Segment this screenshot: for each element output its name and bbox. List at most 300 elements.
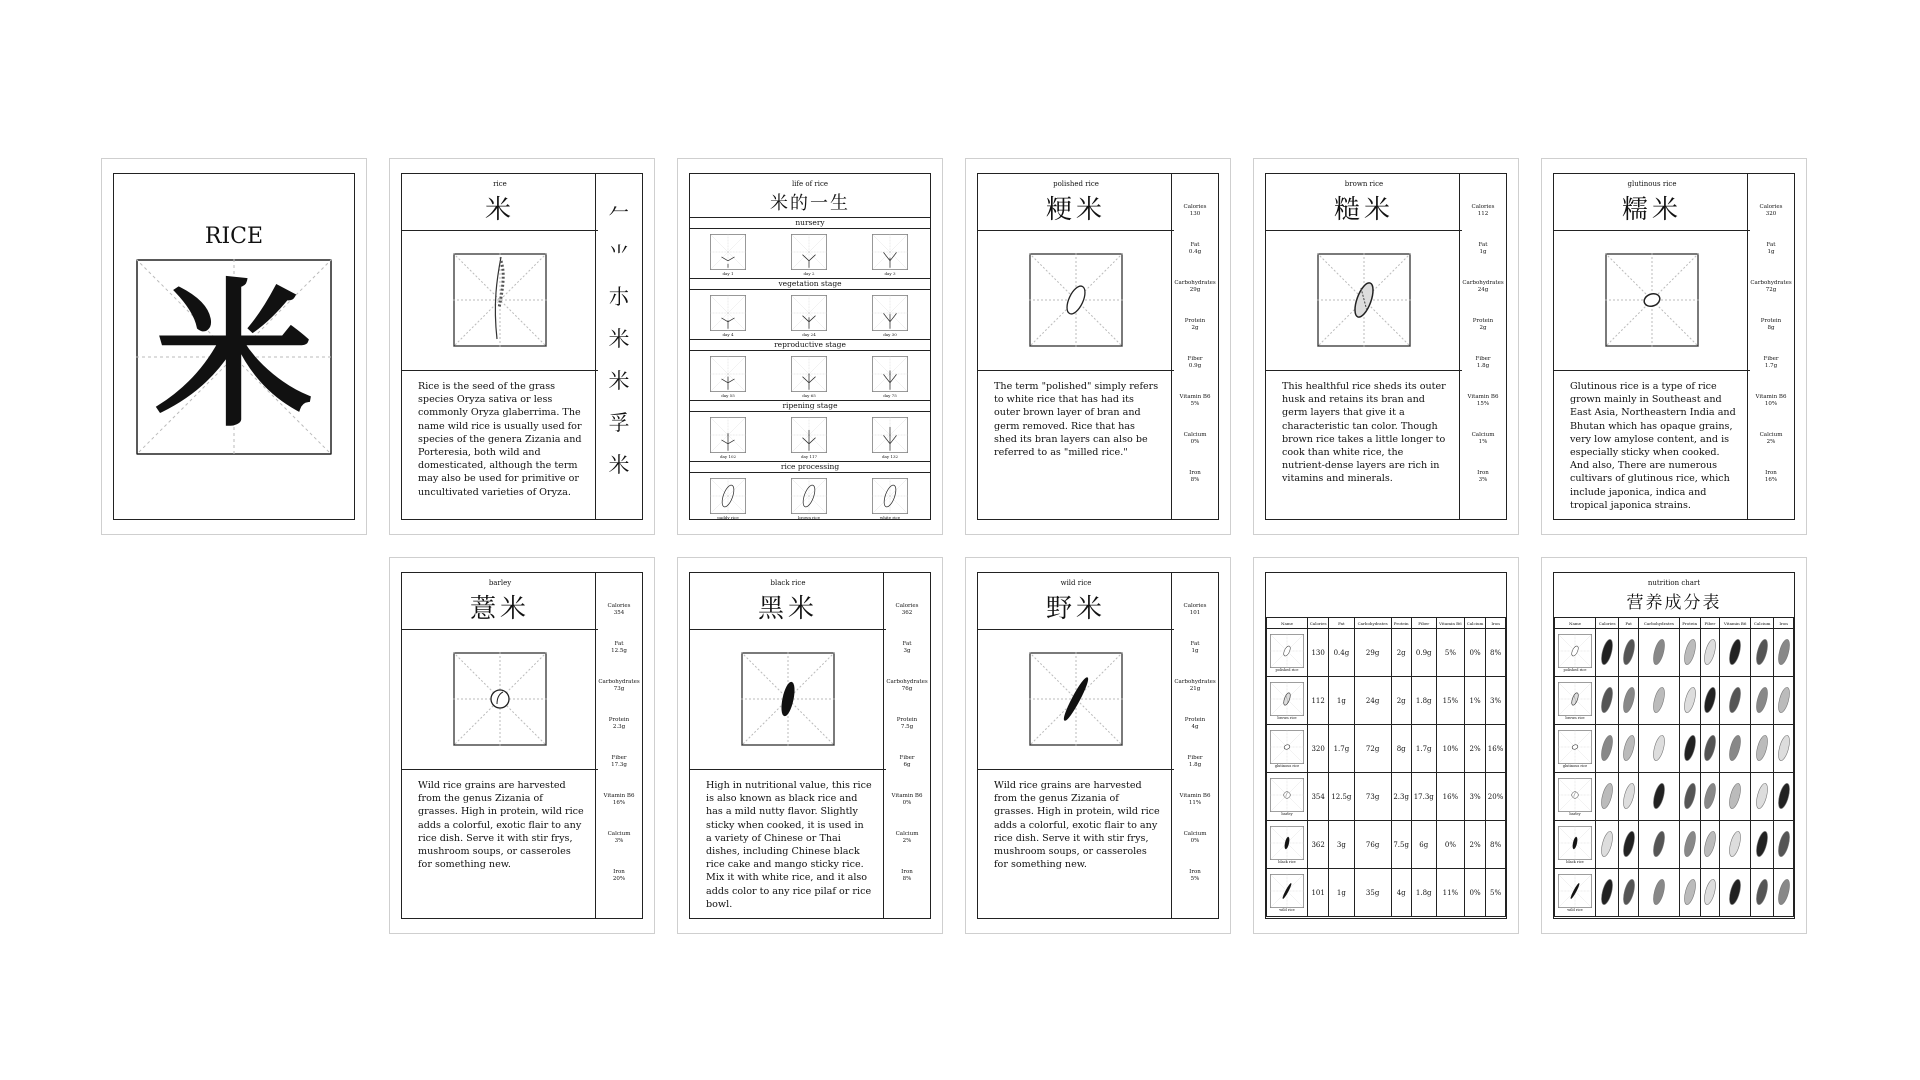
value-cell	[1700, 773, 1720, 821]
value-cell: 73g	[1354, 773, 1391, 821]
polished-rice-card[interactable]	[965, 158, 1231, 535]
row-name: polished rice	[1275, 667, 1299, 672]
nutrient-entry	[884, 679, 930, 717]
value-cell: 0%	[1465, 869, 1486, 917]
nutrient-value: 2g	[1479, 325, 1487, 331]
table-row	[1267, 677, 1506, 725]
value-cell	[1638, 677, 1679, 725]
variety-description: Glutinous rice is a type of rice grown mainly in Southeast and East Asia, Northeastern India and Bhutan which has opaque grains, very low amylose content, and is especially sticky when cooked. And also, There are numerous cultivars of glutinous rice, which include japonica, indica and tropical japonica strains.	[1570, 381, 1736, 511]
column-header: Name	[1267, 618, 1308, 629]
value-cell	[1596, 677, 1619, 725]
nutrient-label: Vitamin B6	[891, 793, 923, 799]
nutrient-grain-icon	[1622, 829, 1636, 859]
grain-thumbnail	[1558, 730, 1592, 764]
value-cell	[1751, 629, 1774, 677]
nutrient-entry	[1172, 641, 1218, 679]
nutrient-entry	[1172, 204, 1218, 242]
name-cell	[1267, 773, 1308, 821]
name-cell	[1267, 821, 1308, 869]
cover-card[interactable]	[101, 158, 367, 535]
nutrient-entry	[1172, 831, 1218, 869]
value-cell: 1.8g	[1411, 677, 1436, 725]
stage-illustration	[791, 356, 827, 392]
nutrition-facts-column	[1171, 573, 1218, 918]
card-title: 糯米	[1621, 195, 1682, 225]
value-cell: 7.5g	[1391, 821, 1411, 869]
nutrition-facts-column	[595, 573, 642, 918]
ancient-form: 朩	[608, 285, 630, 309]
stage-caption: day 55	[721, 393, 735, 398]
value-cell	[1751, 869, 1774, 917]
nutrient-label: Vitamin B6	[1179, 394, 1211, 400]
nutrient-grain-icon	[1652, 877, 1666, 907]
stage-caption: day 1	[722, 271, 734, 276]
nutrient-grain-icon	[1683, 637, 1697, 667]
value-cell: 5%	[1436, 629, 1464, 677]
nutrition-chart-card[interactable]	[1541, 557, 1807, 934]
nutrient-value: 1g	[1767, 249, 1775, 255]
nutrient-label: Carbohydrates	[1174, 280, 1216, 286]
nutrient-entry	[1748, 204, 1794, 242]
nutrient-value: 6g	[903, 762, 911, 768]
nutrient-label: Protein	[608, 717, 630, 723]
nutrient-value: 16%	[612, 800, 626, 806]
value-cell: 112	[1308, 677, 1329, 725]
nutrient-value: 7.5g	[900, 724, 914, 730]
grain-illustration	[1317, 253, 1411, 347]
nutrient-label: Fat	[902, 641, 912, 647]
column-header: Vitamin B6	[1720, 618, 1751, 629]
stage-caption: day 75	[883, 393, 897, 398]
stage-illustration	[791, 295, 827, 331]
nutrient-label: Iron	[1477, 470, 1489, 476]
card-title: 米的一生	[770, 193, 850, 214]
column-header: Name	[1555, 618, 1596, 629]
wild-rice-card[interactable]	[965, 557, 1231, 934]
ancient-forms-column	[595, 174, 642, 519]
value-cell: 2g	[1391, 677, 1411, 725]
nutrient-entry	[1460, 280, 1506, 318]
value-cell	[1596, 869, 1619, 917]
cover-frame	[113, 173, 355, 520]
stage-illustration	[710, 295, 746, 331]
nutrient-value: 2g	[1191, 325, 1199, 331]
column-header: Protein	[1391, 618, 1411, 629]
nutrient-value: 16%	[1764, 477, 1778, 483]
stage-illustration	[872, 295, 908, 331]
card-title: 野米	[1045, 594, 1106, 624]
value-cell: 8%	[1486, 821, 1506, 869]
nutrient-grain-icon	[1600, 781, 1614, 811]
nutrient-entry	[1172, 432, 1218, 470]
nutrient-value: 5%	[1190, 876, 1200, 882]
nutrient-grain-icon	[1622, 877, 1636, 907]
nutrient-value: 130	[1189, 211, 1201, 217]
nutrient-entry	[1748, 432, 1794, 470]
nutrient-value: 1.8g	[1476, 363, 1490, 369]
nutrient-label: Calcium	[895, 831, 919, 837]
card-frame	[689, 572, 931, 919]
card-subtitle: nutrition chart	[1647, 579, 1701, 587]
value-cell: 0%	[1465, 629, 1486, 677]
stage-caption: day 102	[719, 454, 737, 459]
nutrient-grain-icon	[1777, 685, 1791, 715]
rice-frame	[401, 173, 643, 520]
nutrient-label: Iron	[1189, 869, 1201, 875]
card-title: 黑米	[757, 594, 818, 624]
nutrient-entry	[596, 869, 642, 907]
value-cell	[1751, 725, 1774, 773]
column-header: Carbohydrates	[1638, 618, 1679, 629]
nutrition-facts-column	[883, 573, 930, 918]
value-cell: 1.7g	[1329, 725, 1354, 773]
nutrient-label: Calories	[1759, 204, 1783, 210]
value-cell: 3%	[1465, 773, 1486, 821]
grain-illustration	[1605, 253, 1699, 347]
nutrient-entry	[1172, 394, 1218, 432]
nutrient-grain-icon	[1622, 685, 1636, 715]
nutrient-grain-icon	[1728, 685, 1742, 715]
card-frame	[977, 572, 1219, 919]
value-cell	[1596, 725, 1619, 773]
nutrition-table-card[interactable]	[1253, 557, 1519, 934]
nutrient-label: Calcium	[1183, 432, 1207, 438]
nutrient-entry	[596, 641, 642, 679]
ancient-form: 米	[608, 327, 630, 351]
nutrient-label: Carbohydrates	[598, 679, 640, 685]
stage-caption: day 4	[722, 332, 734, 337]
nutrient-label: Vitamin B6	[1755, 394, 1787, 400]
nutrient-value: 1g	[1191, 648, 1199, 654]
nutrient-value: 21g	[1189, 686, 1201, 692]
nutrient-entry	[1172, 318, 1218, 356]
value-cell: 1.7g	[1411, 725, 1436, 773]
value-cell: 10%	[1436, 725, 1464, 773]
glutinous-rice-card[interactable]	[1541, 158, 1807, 535]
row-name: barley	[1281, 811, 1293, 816]
ancient-form: 孚	[608, 411, 630, 435]
value-cell: 16%	[1436, 773, 1464, 821]
nutrient-value: 73g	[613, 686, 625, 692]
value-cell: 2g	[1391, 629, 1411, 677]
nutrient-grain-icon	[1600, 685, 1614, 715]
row-name: brown rice	[1565, 715, 1585, 720]
stage-illustration	[872, 417, 908, 453]
nutrient-grain-icon	[1652, 685, 1666, 715]
nutrient-entry	[1748, 318, 1794, 356]
value-cell: 5%	[1486, 869, 1506, 917]
value-cell: 12.5g	[1329, 773, 1354, 821]
nutrient-label: Fat	[614, 641, 624, 647]
nutrient-label: Iron	[1189, 470, 1201, 476]
nutrient-grain-icon	[1622, 637, 1636, 667]
value-cell	[1596, 821, 1619, 869]
nutrient-grain-icon	[1600, 829, 1614, 859]
value-cell: 35g	[1354, 869, 1391, 917]
value-cell	[1638, 725, 1679, 773]
nutrient-entry	[1748, 242, 1794, 280]
nutrient-entry	[596, 793, 642, 831]
stage-caption: white rice	[879, 515, 901, 520]
table-frame	[1265, 572, 1507, 919]
brown-rice-card[interactable]	[1253, 158, 1519, 535]
value-cell	[1774, 773, 1794, 821]
nutrient-label: Iron	[613, 869, 625, 875]
nutrient-entry	[884, 831, 930, 869]
value-cell: 1.8g	[1411, 869, 1436, 917]
value-cell: 354	[1308, 773, 1329, 821]
column-header: Vitamin B6	[1436, 618, 1464, 629]
cover-grid	[136, 259, 332, 455]
value-cell	[1720, 821, 1751, 869]
nutrient-value: 12.5g	[611, 648, 627, 654]
life-of-rice-card[interactable]	[677, 158, 943, 535]
nutrient-grain-icon	[1755, 829, 1769, 859]
grain-illustration	[1029, 652, 1123, 746]
column-header: Fat	[1329, 618, 1354, 629]
value-cell: 2%	[1465, 725, 1486, 773]
value-cell: 72g	[1354, 725, 1391, 773]
stage-label: nursery	[690, 217, 930, 229]
grain-illustration	[741, 652, 835, 746]
nutrient-value: 1.8g	[1188, 762, 1202, 768]
card-subtitle: rice	[493, 180, 507, 188]
stage-illustration	[872, 356, 908, 392]
table-row	[1555, 773, 1794, 821]
row-name: glutinous rice	[1562, 763, 1588, 768]
name-cell	[1267, 629, 1308, 677]
value-cell	[1619, 773, 1639, 821]
stage-illustration	[791, 478, 827, 514]
value-cell: 29g	[1354, 629, 1391, 677]
nutrient-value: 10%	[1764, 401, 1778, 407]
nutrient-label: Fiber	[899, 755, 915, 761]
nutrition-facts-column	[1459, 174, 1506, 519]
nutrient-grain-icon	[1600, 637, 1614, 667]
stage-caption: day 132	[881, 454, 899, 459]
variety-description: Wild rice grains are harvested from the genus Zizania of grasses. High in protein, wild rice adds a colorful, exotic flair to any rice dish. Serve it with stir frys, mushroom soups, or casseroles for something new.	[994, 780, 1160, 871]
nutrient-value: 3%	[1478, 477, 1488, 483]
nutrient-value: 8%	[902, 876, 912, 882]
value-cell: 15%	[1436, 677, 1464, 725]
nutrient-value: 2%	[902, 838, 912, 844]
value-cell: 20%	[1486, 773, 1506, 821]
column-header: Protein	[1679, 618, 1700, 629]
grain-illustration	[1029, 253, 1123, 347]
nutrient-label: Calories	[895, 603, 919, 609]
stage-row	[690, 350, 930, 401]
nutrient-value: 2%	[1766, 439, 1776, 445]
value-cell	[1596, 629, 1619, 677]
card-frame	[1553, 173, 1795, 520]
nutrient-grain-icon	[1600, 877, 1614, 907]
nutrient-grain-icon	[1728, 637, 1742, 667]
value-cell	[1700, 821, 1720, 869]
stage-row	[690, 289, 930, 340]
table-header-row	[1267, 618, 1506, 629]
row-name: wild rice	[1567, 907, 1583, 912]
rice-card[interactable]	[389, 158, 655, 535]
stage-illustration	[710, 234, 746, 270]
nutrient-entry	[1172, 470, 1218, 508]
grain-illustration	[453, 652, 547, 746]
column-header: Calories	[1308, 618, 1329, 629]
nutrient-label: Calories	[1183, 603, 1207, 609]
nutrient-entry	[1460, 356, 1506, 394]
nutrient-label: Calcium	[607, 831, 631, 837]
nutrient-value: 362	[901, 610, 913, 616]
nutrient-value: 2.3g	[612, 724, 626, 730]
nutrient-entry	[1748, 356, 1794, 394]
nutrient-grain-icon	[1777, 829, 1791, 859]
nutrient-value: 8%	[1190, 477, 1200, 483]
grain-thumbnail	[1558, 874, 1592, 908]
nutrient-value: 101	[1189, 610, 1201, 616]
nutrient-grain-icon	[1683, 829, 1697, 859]
black-rice-card[interactable]	[677, 557, 943, 934]
stage-row	[690, 411, 930, 462]
ancient-form: 米	[608, 369, 630, 393]
stage-caption: day 24	[802, 332, 816, 337]
value-cell	[1700, 677, 1720, 725]
grain-thumbnail	[1558, 634, 1592, 668]
table-row	[1555, 677, 1794, 725]
nutrient-value: 11%	[1188, 800, 1202, 806]
value-cell: 1%	[1465, 677, 1486, 725]
nutrient-label: Fat	[1190, 242, 1200, 248]
nutrient-grain-icon	[1652, 781, 1666, 811]
nutrient-value: 15%	[1476, 401, 1490, 407]
row-name: black rice	[1278, 859, 1296, 864]
ancient-form: 米	[608, 453, 630, 477]
nutrient-label: Calcium	[1471, 432, 1495, 438]
nutrient-entry	[884, 603, 930, 641]
stage-label: rice processing	[690, 461, 930, 473]
value-cell	[1679, 629, 1700, 677]
value-cell: 3%	[1486, 677, 1506, 725]
value-cell: 0.4g	[1329, 629, 1354, 677]
value-cell	[1751, 773, 1774, 821]
nutrition-facts-column	[1171, 174, 1218, 519]
value-cell	[1774, 821, 1794, 869]
nutrient-value: 24g	[1477, 287, 1489, 293]
nutrient-value: 76g	[901, 686, 913, 692]
row-name: glutinous rice	[1274, 763, 1300, 768]
nutrient-label: Fiber	[611, 755, 627, 761]
nutrient-label: Fat	[1478, 242, 1488, 248]
nutrient-label: Vitamin B6	[603, 793, 635, 799]
table-row	[1555, 821, 1794, 869]
nutrition-table	[1266, 617, 1506, 917]
nutrient-entry	[1748, 470, 1794, 508]
nutrient-label: Carbohydrates	[1750, 280, 1792, 286]
cover-title: RICE	[204, 224, 264, 249]
nutrient-entry	[1460, 394, 1506, 432]
variety-description: Wild rice grains are harvested from the genus Zizania of grasses. High in protein, wild rice adds a colorful, exotic flair to any rice dish. Serve it with stir frys, mushroom soups, or casseroles for something new.	[418, 780, 584, 871]
nutrient-grain-icon	[1683, 685, 1697, 715]
nutrient-entry	[1172, 869, 1218, 907]
nutrient-value: 0%	[1190, 838, 1200, 844]
nutrient-grain-icon	[1622, 781, 1636, 811]
life-frame	[689, 173, 931, 520]
nutrient-grain-icon	[1683, 733, 1697, 763]
nutrient-value: 3%	[614, 838, 624, 844]
nutrient-entry	[1748, 280, 1794, 318]
nutrient-value: 4g	[1191, 724, 1199, 730]
row-name: barley	[1569, 811, 1581, 816]
rice-description: Rice is the seed of the grass species Oryza sativa or less commonly Oryza glaberrima. The name wild rice is usually used for species of the genera Zizania and Porteresia, both wild and domesticated, although the term may also be used for primitive or uncultivated varieties of Oryza.	[418, 381, 582, 498]
nutrient-entry	[1172, 755, 1218, 793]
value-cell	[1700, 869, 1720, 917]
nutrient-grain-icon	[1652, 733, 1666, 763]
value-cell	[1751, 821, 1774, 869]
value-cell: 16%	[1486, 725, 1506, 773]
stage-caption: day 3	[884, 271, 896, 276]
row-name: polished rice	[1563, 667, 1587, 672]
ancient-form: 𠂉	[608, 201, 630, 225]
nutrient-grain-icon	[1755, 637, 1769, 667]
grain-thumbnail	[1558, 826, 1592, 860]
grain-thumbnail	[1558, 778, 1592, 812]
nutrient-entry	[1172, 242, 1218, 280]
variety-description: This healthful rice sheds its outer husk and retains its bran and germ layers that give it a characteristic tan color. Though brown rice takes a little longer to cook than white rice, the nutrient-dense layers are rich in vitamins and minerals.	[1282, 381, 1446, 485]
table-row	[1555, 869, 1794, 917]
stage-illustration	[791, 417, 827, 453]
nutrient-value: 17.3g	[611, 762, 627, 768]
nutrient-entry	[1172, 717, 1218, 755]
value-cell	[1720, 869, 1751, 917]
card-subtitle: barley	[488, 579, 512, 587]
value-cell	[1700, 725, 1720, 773]
nutrient-value: 0%	[1190, 439, 1200, 445]
row-name: brown rice	[1277, 715, 1297, 720]
variety-description: The term "polished" simply refers to white rice that has had its outer brown layer of bran and germ removed. Rice that has shed its bran layers can also be referred to as "milled rice."	[994, 381, 1159, 459]
nutrient-label: Protein	[1184, 318, 1206, 324]
nutrient-value: 0.9g	[1188, 363, 1202, 369]
nutrient-label: Protein	[1472, 318, 1494, 324]
stage-row	[690, 228, 930, 279]
value-cell: 4g	[1391, 869, 1411, 917]
nutrient-label: Carbohydrates	[1174, 679, 1216, 685]
nutrient-label: Calories	[607, 603, 631, 609]
stage-caption: day 2	[803, 271, 815, 276]
nutrient-entry	[596, 717, 642, 755]
column-header: Calcium	[1751, 618, 1774, 629]
nutrient-grain-icon	[1777, 781, 1791, 811]
nutrient-grain-icon	[1703, 685, 1717, 715]
nutrient-entry	[1172, 603, 1218, 641]
value-cell: 6g	[1411, 821, 1436, 869]
grain-thumbnail	[1270, 778, 1304, 812]
nutrient-entry	[1748, 394, 1794, 432]
nutrient-value: 72g	[1765, 287, 1777, 293]
nutrient-grain-icon	[1728, 877, 1742, 907]
barley-card[interactable]	[389, 557, 655, 934]
name-cell	[1267, 869, 1308, 917]
column-header: Calories	[1596, 618, 1619, 629]
value-cell	[1638, 773, 1679, 821]
value-cell	[1679, 869, 1700, 917]
nutrient-label: Iron	[1765, 470, 1777, 476]
nutrient-entry	[884, 641, 930, 679]
stage-caption: paddy rice	[717, 515, 739, 520]
nutrient-label: Fiber	[1187, 356, 1203, 362]
column-header: Iron	[1486, 618, 1506, 629]
value-cell	[1638, 821, 1679, 869]
nutrient-grain-icon	[1703, 733, 1717, 763]
nutrient-label: Fiber	[1475, 356, 1491, 362]
nutrient-grain-icon	[1600, 733, 1614, 763]
